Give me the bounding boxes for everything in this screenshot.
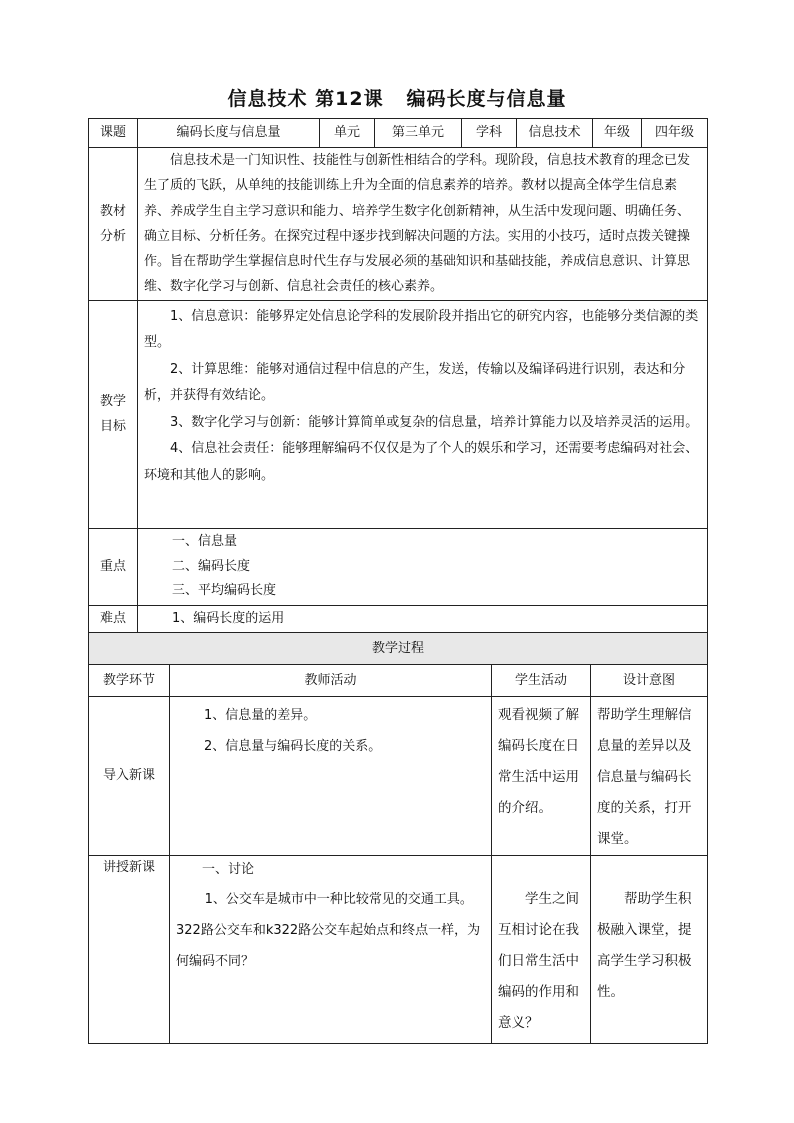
column-header: 学生活动	[492, 665, 591, 697]
goal-item: 3、数字化学习与创新：能够计算简单或复杂的信息量，培养计算能力以及培养灵活的运用。	[170, 414, 699, 430]
goals-content	[138, 300, 708, 528]
analysis-label-line1: 教材	[99, 203, 126, 219]
teacher-activity-cell	[170, 697, 492, 856]
goals-label-line1: 教学	[99, 394, 126, 410]
analysis-content	[138, 148, 708, 301]
key-points-label: 重点	[89, 528, 138, 605]
goal-item: 1、信息意识：能够界定处信息论学科的发展阶段并指出它的研究内容，也能够分类信源的类型。	[144, 308, 699, 351]
lesson-info-table	[88, 118, 708, 633]
unit-label: 单元	[320, 119, 375, 148]
column-header: 教师活动	[170, 665, 492, 697]
design-intent-cell: 帮助学生积极融入课堂，提高学生学习积极性。	[591, 856, 708, 1044]
document-title: 信息技术 第12课 编码长度与信息量	[227, 88, 567, 110]
teacher-activity-item: 1、信息量的差异。	[204, 708, 317, 723]
goal-item: 4、信息社会责任：能够理解编码不仅仅是为了个人的娱乐和学习，还需要考虑编码对社会、环境和其他人的影响。	[144, 441, 699, 483]
column-header: 设计意图	[591, 665, 708, 697]
process-title: 教学过程	[89, 633, 708, 665]
column-header: 教学环节	[89, 665, 170, 697]
key-point-item: 三、平均编码长度	[172, 583, 277, 599]
difficulty-text: 1、编码长度的运用	[172, 610, 285, 626]
unit-value: 第三单元	[375, 119, 462, 148]
key-point-item: 一、信息量	[172, 534, 238, 550]
difficulty-content	[138, 605, 708, 632]
analysis-label	[89, 148, 138, 301]
goals-label	[89, 300, 138, 528]
teacher-activity-heading: 一、讨论	[202, 862, 255, 877]
key-point-item: 二、编码长度	[172, 558, 251, 574]
difficulty-label: 难点	[89, 605, 138, 632]
teacher-activity-item: 2、信息量与编码长度的关系。	[204, 739, 382, 754]
goal-item: 2、计算思维：能够对通信过程中信息的产生，发送，传输以及编译码进行识别，表达和分析，并获得有效结论。	[144, 361, 686, 404]
goals-label-line2: 目标	[99, 419, 126, 435]
student-activity-cell: 学生之间互相讨论在我们日常生活中编码的作用和意义？	[492, 856, 591, 1044]
teacher-activity-cell	[170, 856, 492, 1044]
student-activity-cell: 观看视频了解编码长度在日常生活中运用的介绍。	[492, 697, 591, 856]
teaching-process-table	[88, 632, 708, 1044]
lesson-value: 编码长度与信息量	[138, 119, 320, 148]
stage-cell: 讲授新课	[89, 856, 170, 1044]
subject-label: 学科	[462, 119, 517, 148]
grade-label: 年级	[593, 119, 642, 148]
grade-value: 四年级	[642, 119, 708, 148]
design-intent-cell: 帮助学生理解信息量的差异以及信息量与编码长度的关系，打开课堂。	[591, 697, 708, 856]
subject-value: 信息技术	[517, 119, 593, 148]
analysis-text: 信息技术是一门知识性、技能性与创新性相结合的学科。现阶段，信息技术教育的理念已发生了质的飞跃，从单纯的技能训练上升为全面的信息素养的培养。教材以提高全体学生信息素养、养成学生自主学习意识和能力、培养学生数字化创新精神，从生活中发现问题、明确任务、确立目标、分析任务。在探究过程中逐步找到解决问题的方法。实用的小技巧，适时点拨关键操作。旨在帮助学生掌握信息时代生存与发展必须的基础知识和基础技能，养成信息意识、计算思维、数字化学习与创新、信息社会责任的核心素养。	[144, 153, 691, 295]
key-points-content	[138, 528, 708, 605]
lesson-label: 课题	[89, 119, 138, 148]
stage-cell: 导入新课	[89, 697, 170, 856]
analysis-label-line2: 分析	[99, 228, 126, 244]
teacher-activity-text: 1、公交车是城市中一种比较常见的交通工具。322路公交车和k322路公交车起始点和终点一样，为何编码不同？	[176, 892, 481, 969]
